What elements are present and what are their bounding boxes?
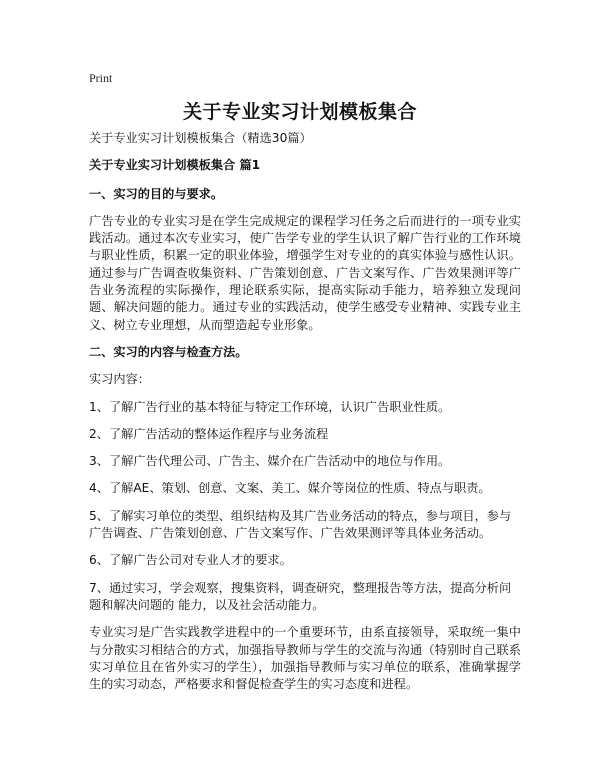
list-item: 2、了解广告活动的整体运作程序与业务流程 xyxy=(89,426,329,441)
content-label: 实习内容： xyxy=(89,372,150,387)
list-item: 6、了解广告公司对专业人才的要求。 xyxy=(89,553,292,568)
list-item: 1、了解广告行业的基本特征与特定工作环境，认识广告职业性质。 xyxy=(89,399,451,414)
list-item: 4、了解AE、策划、创意、文案、美工、媒介等岗位的性质、特点与职责。 xyxy=(89,481,491,496)
list-item: 3、了解广告代理公司、广告主、媒介在广告活动中的地位与作用。 xyxy=(89,454,451,469)
paragraph-summary: 专业实习是广告实践教学进程中的一个重要环节，由系直接领导，采取统一集中与分散实习相结合的方式，加强指导教师与学生的交流与沟通（特别时自己联系实习单位且在省外实习的学生），加强指导教师与实习单位的联系，准确掌握学生的实习动态，严格要求和督促检查学生的实习态度和进程。 xyxy=(89,625,521,692)
heading-purpose: 一、实习的目的与要求。 xyxy=(89,186,224,201)
page-title: 关于专业实习计划模板集合 xyxy=(182,101,417,123)
list-item: 7、通过实习，学会观察，搜集资料，调查研究，整理报告等方法，提高分析问题和解决问题的 能力，以及社会活动能力。 xyxy=(89,580,512,612)
paragraph-purpose: 广告专业的专业实习是在学生完成规定的课程学习任务之后而进行的一项专业实践活动。通过本次专业实习，使广告学专业的学生认识了解广告行业的工作环境与职业性质，积累一定的职业体验，增强学生对专业的的真实体验与感性认识。通过参与广告调查收集资料、广告策划创意、广告文案写作、广告效果测评等广告业务流程的实际操作，理论联系实际，提高实际动手能力，培养独立发现问题、解决问题的能力。通过专业的实践活动，使学生感受专业精神、实践专业主义、树立专业理想，从而塑造起专业形象。 xyxy=(89,213,521,332)
section-title: 关于专业实习计划模板集合 篇1 xyxy=(89,158,261,173)
heading-content: 二、实习的内容与检查方法。 xyxy=(89,344,248,359)
document-subtitle: 关于专业实习计划模板集合（精选30篇） xyxy=(89,131,312,145)
list-item: 5、了解实习单位的类型、组织结构及其广告业务活动的特点，参与项目，参与广告调查、广告策划创意、广告文案写作、广告效果测评等具体业务活动。 xyxy=(89,508,512,541)
print-link[interactable]: Print xyxy=(89,71,113,85)
document-body xyxy=(89,130,521,703)
